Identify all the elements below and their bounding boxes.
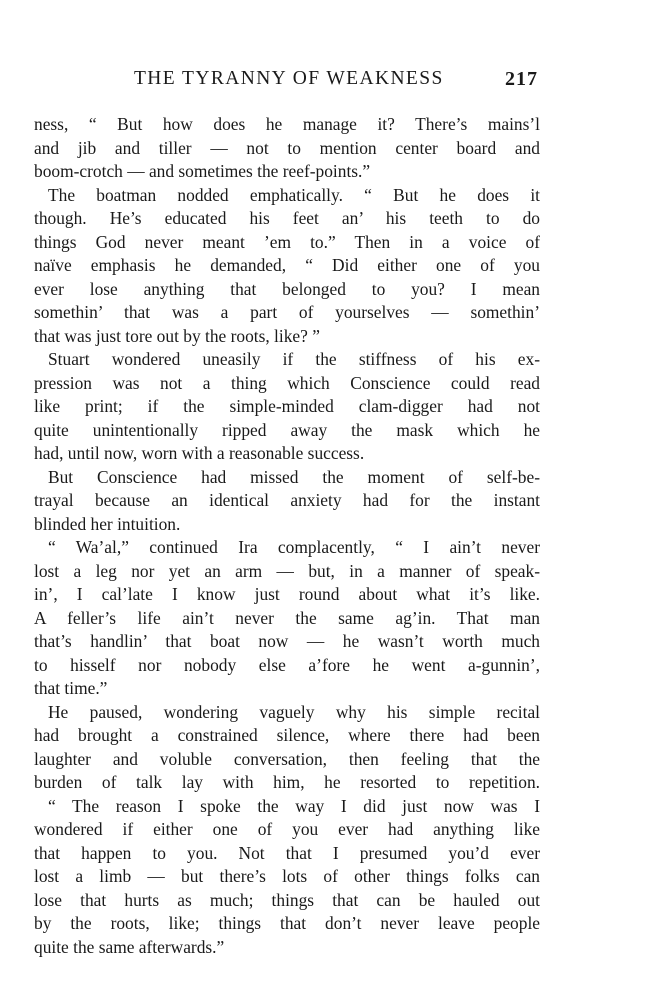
- text-line: though. He’s educated his feet an’ his teeth to do: [34, 208, 540, 228]
- text-line: ness, “ But how does he manage it? There’s mains’l: [34, 114, 540, 134]
- paragraph-start-line: But Conscience had missed the moment of self-be-: [48, 466, 540, 487]
- running-title: THE TYRANNY OF WEAKNESS: [134, 68, 444, 89]
- text-line: lost a leg nor yet an arm — but, in a manner of speak-: [34, 560, 540, 581]
- text-line: wondered if either one of you ever had anything like: [34, 819, 540, 839]
- paragraph-start-line: The boatman nodded emphatically. “ But he does it: [48, 184, 540, 205]
- text-line: A feller’s life ain’t never the same ag’in. That man: [34, 607, 540, 628]
- page-number: 217: [505, 68, 538, 90]
- text-line: lose that hurts as much; things that can be hauled out: [34, 889, 540, 910]
- paragraph-start-line: “ Wa’al,” continued Ira complacently, “ I ain’t never: [48, 537, 540, 557]
- paragraph-start-line: He paused, wondering vaguely why his simple recital: [48, 701, 540, 722]
- text-line: by the roots, like; things that don’t never leave people: [34, 913, 540, 933]
- text-line: trayal because an identical anxiety had for the instant: [34, 490, 540, 510]
- text-line: that’s handlin’ that boat now — he wasn’t worth much: [34, 631, 540, 651]
- text-line: quite unintentionally ripped away the mask which he: [34, 419, 540, 440]
- text-line: to hisself nor nobody else a’fore he went a-gunnin’,: [34, 654, 540, 675]
- text-line: boom-crotch — and sometimes the reef-points.”: [34, 161, 371, 181]
- text-line: naïve emphasis he demanded, “ Did either one of you: [34, 255, 540, 275]
- text-line: had, until now, worn with a reasonable success.: [34, 443, 365, 463]
- page-header: [0, 68, 664, 96]
- text-line: that happen to you. Not that I presumed you’d ever: [34, 842, 540, 863]
- text-line: in’, I cal’late I know just round about what it’s like.: [34, 584, 540, 604]
- paragraph-start-line: “ The reason I spoke the way I did just now was I: [48, 795, 540, 816]
- text-line: and jib and tiller — not to mention center board and: [34, 137, 540, 158]
- text-line: that time.”: [34, 678, 108, 698]
- text-line: had brought a constrained silence, where there had been: [34, 725, 540, 745]
- text-line: like print; if the simple-minded clam-digger had not: [34, 396, 540, 416]
- text-line: ever lose anything that belonged to you? I mean: [34, 278, 540, 299]
- text-line: somethin’ that was a part of yourselves — somethin’: [34, 302, 540, 322]
- text-line: that was just tore out by the roots, like? ”: [34, 325, 320, 346]
- text-line: blinded her intuition.: [34, 513, 181, 534]
- text-line: burden of talk lay with him, he resorted to repetition.: [34, 772, 540, 792]
- paragraph-start-line: Stuart wondered uneasily if the stiffness of his ex-: [48, 349, 540, 369]
- text-line: quite the same afterwards.”: [34, 936, 225, 957]
- text-line: things God never meant ’em to.” Then in a voice of: [34, 231, 540, 252]
- text-line: lost a limb — but there’s lots of other things folks can: [34, 866, 540, 886]
- text-line: laughter and voluble conversation, then feeling that the: [34, 748, 540, 769]
- body-text: [34, 113, 540, 959]
- text-line: pression was not a thing which Conscience could read: [34, 372, 540, 393]
